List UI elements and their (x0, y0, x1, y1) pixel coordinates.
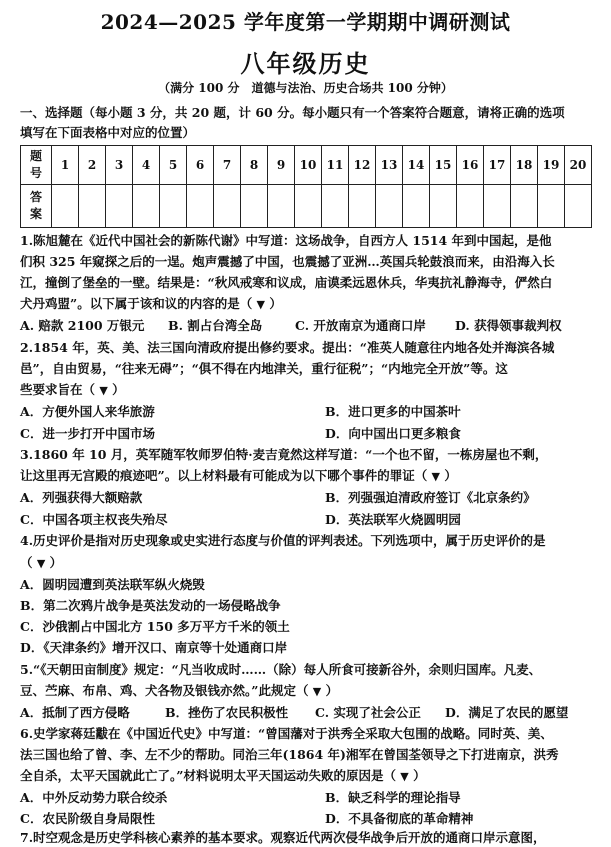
q5-option-c[interactable]: C. 实现了社会公正 (315, 705, 421, 720)
question-number-label: 题号 (21, 146, 52, 185)
section-intro-line-2: 填写在下面表格中对应的位置） (20, 125, 196, 140)
question-number: 1 (52, 146, 79, 185)
question-number: 19 (538, 146, 565, 185)
q1-option-b[interactable]: B. 割占台湾全岛 (168, 318, 263, 333)
question-number: 3 (106, 146, 133, 185)
q6-option-c[interactable]: C．农民阶级自身局限性 (20, 811, 155, 826)
q6-line-1: 6.史学家蒋廷黻在《中国近代史》中写道：“曾国藩对于洪秀全采取大包围的战略。同时英、美、 (20, 726, 553, 741)
answer-blank-marker: ▼ (36, 557, 46, 570)
answer-cell[interactable] (79, 185, 106, 228)
answer-table-answer-row (21, 185, 592, 228)
q5-option-a[interactable]: A．抵制了西方侵略 (20, 705, 130, 720)
q4-option-c[interactable]: C．沙俄割占中国北方 150 多万平方千米的领土 (20, 619, 290, 634)
q2-line-2: 邑”，自由贸易，“往来无碍”；“俱不得在内地津关，重行征税”；“内地完全开放”等。这 (20, 361, 508, 376)
q6-line-3: 全自杀，太平天国就此亡了。”材料说明太平天国运动失败的原因是（ ▼ ） (20, 768, 426, 783)
q3-option-b[interactable]: B．列强强迫清政府签订《北京条约》 (325, 490, 536, 505)
answer-blank-marker: ▼ (99, 384, 108, 397)
question-number: 5 (160, 146, 187, 185)
answer-cell[interactable] (241, 185, 268, 228)
answer-cell[interactable] (457, 185, 484, 228)
answer-cell[interactable] (322, 185, 349, 228)
question-number: 4 (133, 146, 160, 185)
question-number: 6 (187, 146, 214, 185)
q5-line-2: 豆、苎麻、布帛、鸡、犬各物及银钱亦然。”此规定（ ▼ ） (20, 683, 339, 698)
question-number: 17 (484, 146, 511, 185)
question-number: 9 (268, 146, 295, 185)
answer-cell[interactable] (538, 185, 565, 228)
answer-table (20, 145, 592, 228)
q1-option-c[interactable]: C. 开放南京为通商口岸 (295, 318, 426, 333)
q6-option-d[interactable]: D．不具备彻底的革命精神 (325, 811, 474, 826)
q1-line-4: 犬丹鸡盟”。以下属于该和议的内容的是（ ▼ ） (20, 296, 282, 311)
exam-title: 2024—2025 学年度第一学期期中调研测试 (100, 10, 511, 34)
q5-option-d[interactable]: D．满足了农民的愿望 (445, 705, 569, 720)
question-number: 7 (214, 146, 241, 185)
question-number: 20 (565, 146, 592, 185)
q4-line-1: 4.历史评价是指对历史现象或史实进行态度与价值的评判表述。下列选项中，属于历史评价的是 (20, 533, 546, 548)
q6-option-a[interactable]: A．中外反动势力联合绞杀 (20, 790, 168, 805)
subject-title: 八年级历史 (240, 49, 371, 78)
answer-cell[interactable] (511, 185, 538, 228)
q7-line-1: 7.时空观念是历史学科核心素养的基本要求。观察近代两次侵华战争后开放的通商口岸示意图， (20, 830, 546, 845)
answer-cell[interactable] (214, 185, 241, 228)
question-number: 11 (322, 146, 349, 185)
question-number: 12 (349, 146, 376, 185)
question-number: 14 (403, 146, 430, 185)
answer-cell[interactable] (403, 185, 430, 228)
q4-option-a[interactable]: A．圆明园遭到英法联军纵火烧毁 (20, 577, 205, 592)
answer-cell[interactable] (106, 185, 133, 228)
question-number: 18 (511, 146, 538, 185)
answer-blank-marker: ▼ (256, 298, 266, 311)
answer-cell[interactable] (484, 185, 511, 228)
section-intro-line-1: 一、选择题（每小题 3 分，共 20 题，计 60 分。每小题只有一个答案符合题意，请将正确的选项 (20, 105, 565, 120)
question-number: 8 (241, 146, 268, 185)
answer-blank-marker: ▼ (400, 770, 409, 783)
question-number: 10 (295, 146, 322, 185)
q2-line-3: 些要求旨在（ ▼ ） (20, 382, 125, 397)
answer-table-number-row (21, 146, 592, 185)
question-number: 16 (457, 146, 484, 185)
answer-cell[interactable] (160, 185, 187, 228)
answer-cell[interactable] (349, 185, 376, 228)
q3-option-c[interactable]: C．中国各项主权丧失殆尽 (20, 512, 168, 527)
q3-option-d[interactable]: D．英法联军火烧圆明园 (325, 512, 461, 527)
q5-option-b[interactable]: B．挫伤了农民积极性 (165, 705, 289, 720)
q4-line-2: （ ▼ ） (20, 555, 63, 570)
question-number: 2 (79, 146, 106, 185)
answer-cell[interactable] (187, 185, 214, 228)
answer-blank-marker: ▼ (431, 470, 441, 483)
answer-cell[interactable] (133, 185, 160, 228)
q1-option-d[interactable]: D. 获得领事裁判权 (455, 318, 562, 333)
q2-option-a[interactable]: A．方便外国人来华旅游 (20, 404, 155, 419)
q1-option-a[interactable]: A. 赔款 2100 万银元 (20, 318, 145, 333)
q6-option-b[interactable]: B．缺乏科学的理论指导 (325, 790, 461, 805)
answer-cell[interactable] (565, 185, 592, 228)
q2-option-b[interactable]: B．进口更多的中国茶叶 (325, 404, 461, 419)
question-number: 15 (430, 146, 457, 185)
answer-cell[interactable] (295, 185, 322, 228)
q3-line-2: 让这里再无宫殿的痕迹吧”。以上材料最有可能成为以下哪个事件的罪证（ ▼ ） (20, 468, 457, 483)
q6-line-2: 法三国也给了曾、李、左不少的帮助。同治三年(1864 年)湘军在曾国荃领导之下打进南京，洪秀 (20, 747, 559, 762)
exam-subtitle: （满分 100 分 道德与法治、历史合场共 100 分钟） (158, 81, 453, 95)
question-number: 13 (376, 146, 403, 185)
q2-option-c[interactable]: C．进一步打开中国市场 (20, 426, 155, 441)
q1-line-3: 江，撞倒了堡垒的一壁。结果是：“秋风戒寒和议成，庙谟柔远恩休兵，华夷抗礼静海寺，俨然白 (20, 275, 553, 290)
answer-cell[interactable] (376, 185, 403, 228)
q4-option-d[interactable]: D．《天津条约》增开汉口、南京等十处通商口岸 (20, 640, 288, 655)
answer-label: 答案 (21, 185, 52, 228)
q3-line-1: 3.1860 年 10 月，英军随军牧师罗伯特·麦吉竟然这样写道：“一个也不留，一栋房屋也不剩， (20, 447, 548, 462)
q4-option-b[interactable]: B．第二次鸦片战争是英法发动的一场侵略战争 (20, 598, 281, 613)
q3-option-a[interactable]: A．列强获得大额赔款 (20, 490, 143, 505)
answer-cell[interactable] (268, 185, 295, 228)
answer-blank-marker: ▼ (312, 685, 322, 698)
q2-line-1: 2.1854 年，英、美、法三国向清政府提出修约要求。提出：“准英人随意往内地各处并海滨各城 (20, 340, 555, 355)
q1-line-1: 1.陈旭麓在《近代中国社会的新陈代谢》中写道：这场战争，自西方人 1514 年到中国起，是他 (20, 233, 552, 248)
answer-cell[interactable] (52, 185, 79, 228)
q5-line-1: 5.“《天朝田亩制度》规定：“凡当收成时……（除）每人所食可接新谷外，余则归国库。凡麦、 (20, 662, 542, 677)
q2-option-d[interactable]: D．向中国出口更多粮食 (325, 426, 461, 441)
answer-cell[interactable] (430, 185, 457, 228)
q1-line-2: 们积 325 年窥探之后的一逞。炮声震撼了中国，也震撼了亚洲…英国兵轮鼓浪而来，由沿海入长 (20, 254, 555, 269)
